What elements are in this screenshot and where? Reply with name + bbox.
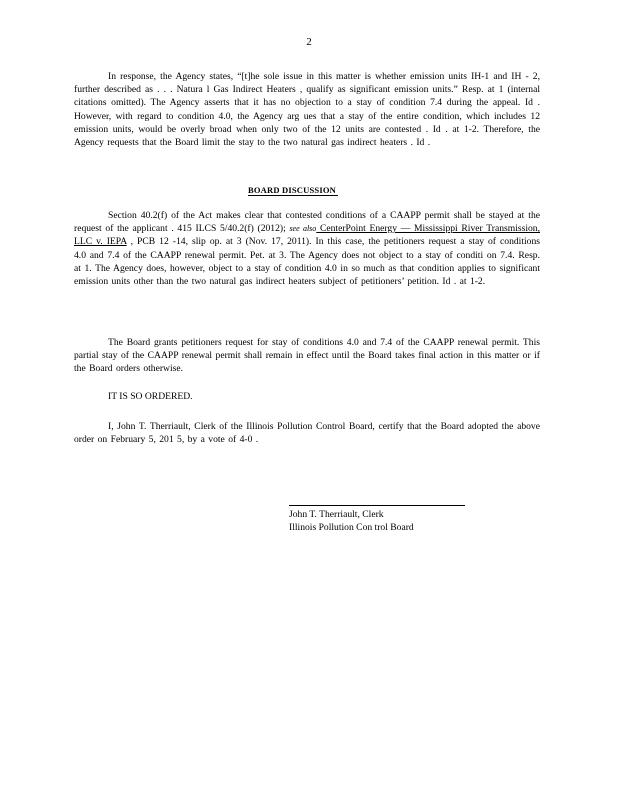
- signer-name: John T. Therriault, Clerk: [289, 509, 384, 520]
- case-citation: CenterPoint Energy — Mississippi River Transmission, LLC v. IEPA: [74, 223, 540, 248]
- discussion-text-a: Section 40.2(f) of the Act makes clear that contested conditions of a CAAPP permit shall be stayed at the request of the applicant . 415 ILCS 5/40.2(f) (2012);: [74, 210, 540, 235]
- signer-organization: Illinois Pollution Con trol Board: [289, 522, 414, 533]
- response-paragraph: In response, the Agency states, “[t]he sole issue in this matter is whether emission units IH-1 and IH - 2, further described as . . . Natura l Gas Indirect Heaters , qualify as significant emission units.” Resp. at 1 (internal citations omitted). The Agency asserts that it has no objection to a stay of condition 7.4 during the appeal. Id . However, with regard to condition 4.0, the Agency arg ues that a stay of the entire condition, which includes 12 emission units, would be overly broad when only two of the 12 units are contested . Id . at 1-2. Therefore, the Agency requests that the Board limit the stay to the two natural gas indirect heaters . Id .: [74, 71, 540, 149]
- certification-paragraph: I, John T. Therriault, Clerk of the Illinois Pollution Control Board, certify that the Board adopted the above order on February 5, 201 5, by a vote of 4-0 .: [74, 421, 540, 446]
- see-also-signal: see also: [289, 224, 317, 234]
- section-heading: BOARD DISCUSSION: [248, 185, 338, 196]
- grant-paragraph: The Board grants petitioners request for stay of conditions 4.0 and 7.4 of the CAAPP renewal permit. This partial stay of the CAAPP renewal permit shall remain in effect until the Board takes final action in this matter or if the Board orders otherwise.: [74, 337, 540, 375]
- order-statement: IT IS SO ORDERED.: [108, 391, 193, 402]
- discussion-text-b: , PCB 12 -14, slip op. at 3 (Nov. 17, 2011). In this case, the petitioners request a stay of conditions 4.0 and 7.4 of the CAAPP renewal permit. Pet. at 3. The Agency does not object to a stay of conditi on 7.4. Resp. at 1. The Agency does, however, object to a stay of condition 4.0 in so much as that condition applies to significant emission units other than the two natural gas indirect heaters subject of petitioners’ petition. Id . at 1-2.: [74, 236, 540, 288]
- discussion-paragraph: [74, 209, 540, 288]
- page-number: 2: [306, 36, 312, 48]
- signature-line: [289, 505, 465, 506]
